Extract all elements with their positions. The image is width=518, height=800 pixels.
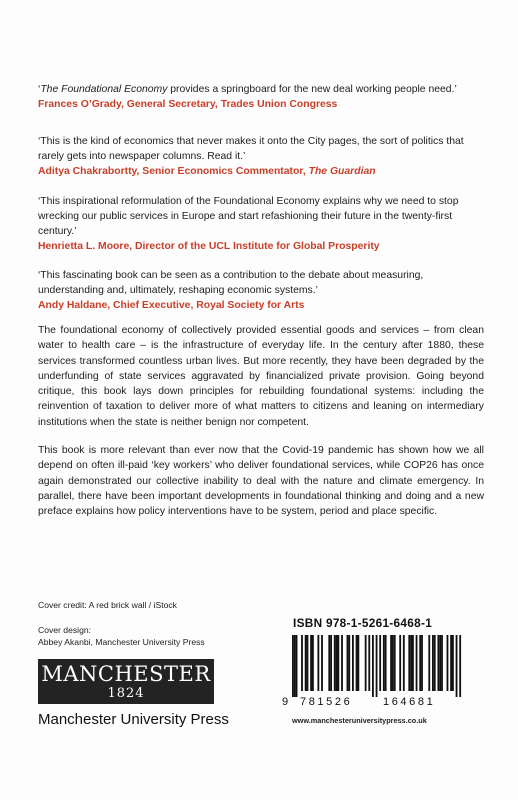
endorsement-quote-2	[38, 134, 484, 179]
quote-text: ‘The Foundational Economy provides a springboard for the new deal working people need.’	[38, 84, 457, 95]
quote-attribution: Frances O’Grady, General Secretary, Trades Union Congress	[38, 99, 338, 110]
logo-year: 1824	[107, 686, 145, 701]
quote-text: ‘This fascinating book can be seen as a contribution to the debate about measuring, understanding and, ultimately, reshaping economic systems.’	[38, 270, 424, 296]
blurb-paragraph-1: The foundational economy of collectively provided essential goods and services – from clean water to health care – is the infrastructure of everyday life. In the century after 1880, these services transformed countless urban lives. But more recently, they have been degraded by the underfunding of state services aggravated by financialized private provision. Going beyond critique, this book lays down principles for rebuilding foundational systems: including the reinvention of taxation to deliver more of what matters to citizens and leaning on intermediary institutions when the state is neither benign nor competent.	[38, 325, 484, 428]
quote-attribution: Andy Haldane, Chief Executive, Royal Society for Arts	[38, 300, 305, 311]
blurb-paragraph-2: This book is more relevant than ever now that the Covid-19 pandemic has shown how we all depend on often ill-paid ‘key workers’ who deliver foundational services, while COP26 has once again demonstrated our collective inability to deal with the nature and climate emergency. In parallel, there have been important developments in foundational thinking and doing and a new preface explains how policy interventions have to be system, period and place specific.	[38, 445, 484, 518]
endorsement-quote-3	[38, 194, 484, 254]
barcode-digit-first: 9	[282, 696, 289, 708]
cover-credit: Cover credit: A red brick wall / iStock	[38, 600, 177, 610]
endorsement-quote-1	[38, 82, 484, 112]
logo-wordmark: MANCHESTER	[41, 662, 211, 686]
quote-attribution: Aditya Chakrabortty, Senior Economics Commentator, The Guardian	[38, 166, 376, 177]
endorsement-quote-4	[38, 268, 484, 313]
quote-text: ‘This inspirational reformulation of the Foundational Economy explains why we need to stop wrecking our public services in Europe and start refashioning their future in the twenty-first century.’	[38, 196, 459, 237]
barcode-digits-left: 781526	[300, 696, 353, 708]
publisher-logo	[38, 659, 214, 704]
cover-design-label: Cover design:	[38, 625, 92, 635]
publisher-name: Manchester University Press	[38, 711, 229, 728]
publisher-url: www.manchesteruniversitypress.co.uk	[292, 716, 427, 725]
quote-attribution: Henrietta L. Moore, Director of the UCL Institute for Global Prosperity	[38, 241, 380, 252]
isbn-label: ISBN 978-1-5261-6468-1	[293, 616, 433, 630]
quote-text: ‘This is the kind of economics that never makes it onto the City pages, the sort of politics that rarely gets into newspaper columns. Read it.’	[38, 136, 464, 162]
barcode	[292, 635, 472, 697]
cover-design-name: Abbey Akanbi, Manchester University Press	[38, 637, 205, 647]
barcode-digits-right: 164681	[383, 696, 436, 708]
